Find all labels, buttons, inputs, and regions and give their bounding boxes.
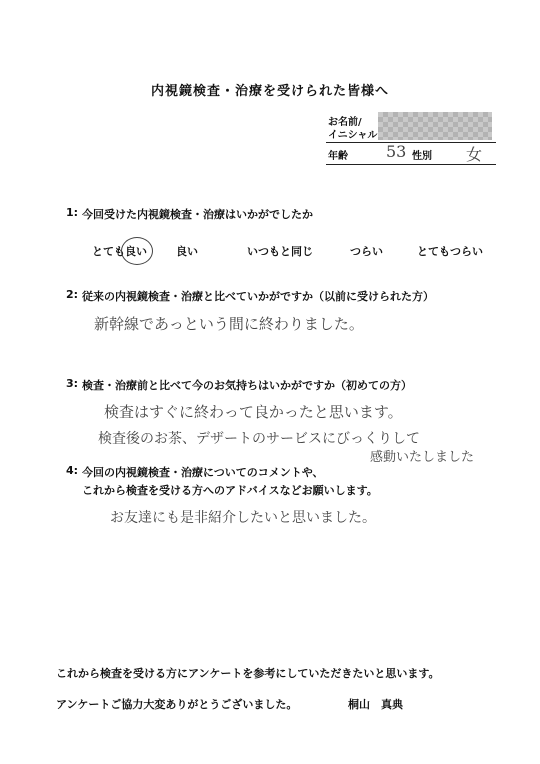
sex-label: 性別 <box>412 151 432 162</box>
q4-answer: お友達にも是非紹介したいと思いました。 <box>110 510 376 526</box>
q3-answer-line3: 感動いたしました <box>370 450 475 465</box>
page-title: 内視鏡検査・治療を受けられた皆様へ <box>150 84 389 99</box>
footer-thanks: アンケートご協力大変ありがとうございました。 <box>56 698 298 711</box>
age-value: 53 <box>386 142 407 161</box>
q3-text: 検査・治療前と比べて今のお気持ちはいかがですか（初めての方） <box>82 379 412 392</box>
q1-option-very-hard[interactable]: とてもつらい <box>417 245 483 258</box>
redacted-name <box>378 112 492 140</box>
q1-text: 今回受けた内視鏡検査・治療はいかがでしたか <box>82 208 313 221</box>
name-label: お名前/ <box>328 117 362 128</box>
selection-circle <box>121 237 153 265</box>
initial-label: イニシャル <box>328 130 378 141</box>
q4-text-line2: これから検査を受ける方へのアドバイスなどお願いします。 <box>82 484 378 497</box>
age-label: 年齢 <box>328 151 348 162</box>
q3-answer-line1: 検査はすぐに終わって良かったと思います。 <box>104 403 403 421</box>
q1-option-same[interactable]: いつもと同じ <box>247 245 313 258</box>
q2-number: 2: <box>66 288 79 301</box>
q1-option-very-good[interactable]: とても良い <box>92 245 147 258</box>
q4-number: 4: <box>66 464 79 477</box>
q4-text-line1: 今回の内視鏡検査・治療についてのコメントや、 <box>82 466 324 479</box>
age-underline <box>326 164 496 165</box>
q2-text: 従来の内視鏡検査・治療と比べていかがですか（以前に受けられた方） <box>82 290 434 303</box>
footer-request: これから検査を受ける方にアンケートを参考にしていただきたいと思います。 <box>56 667 440 680</box>
q3-answer-line2: 検査後のお茶、デザートのサービスにびっくりして <box>98 431 420 447</box>
q3-number: 3: <box>66 377 79 390</box>
respondent-info <box>326 112 496 166</box>
sex-value: 女 <box>466 145 483 164</box>
q1-number: 1: <box>66 206 79 219</box>
q1-option-hard[interactable]: つらい <box>350 245 383 258</box>
q1-option-good[interactable]: 良い <box>176 245 198 258</box>
footer-signature: 桐山 真典 <box>348 698 403 711</box>
q2-answer: 新幹線であっという間に終わりました。 <box>94 315 364 333</box>
